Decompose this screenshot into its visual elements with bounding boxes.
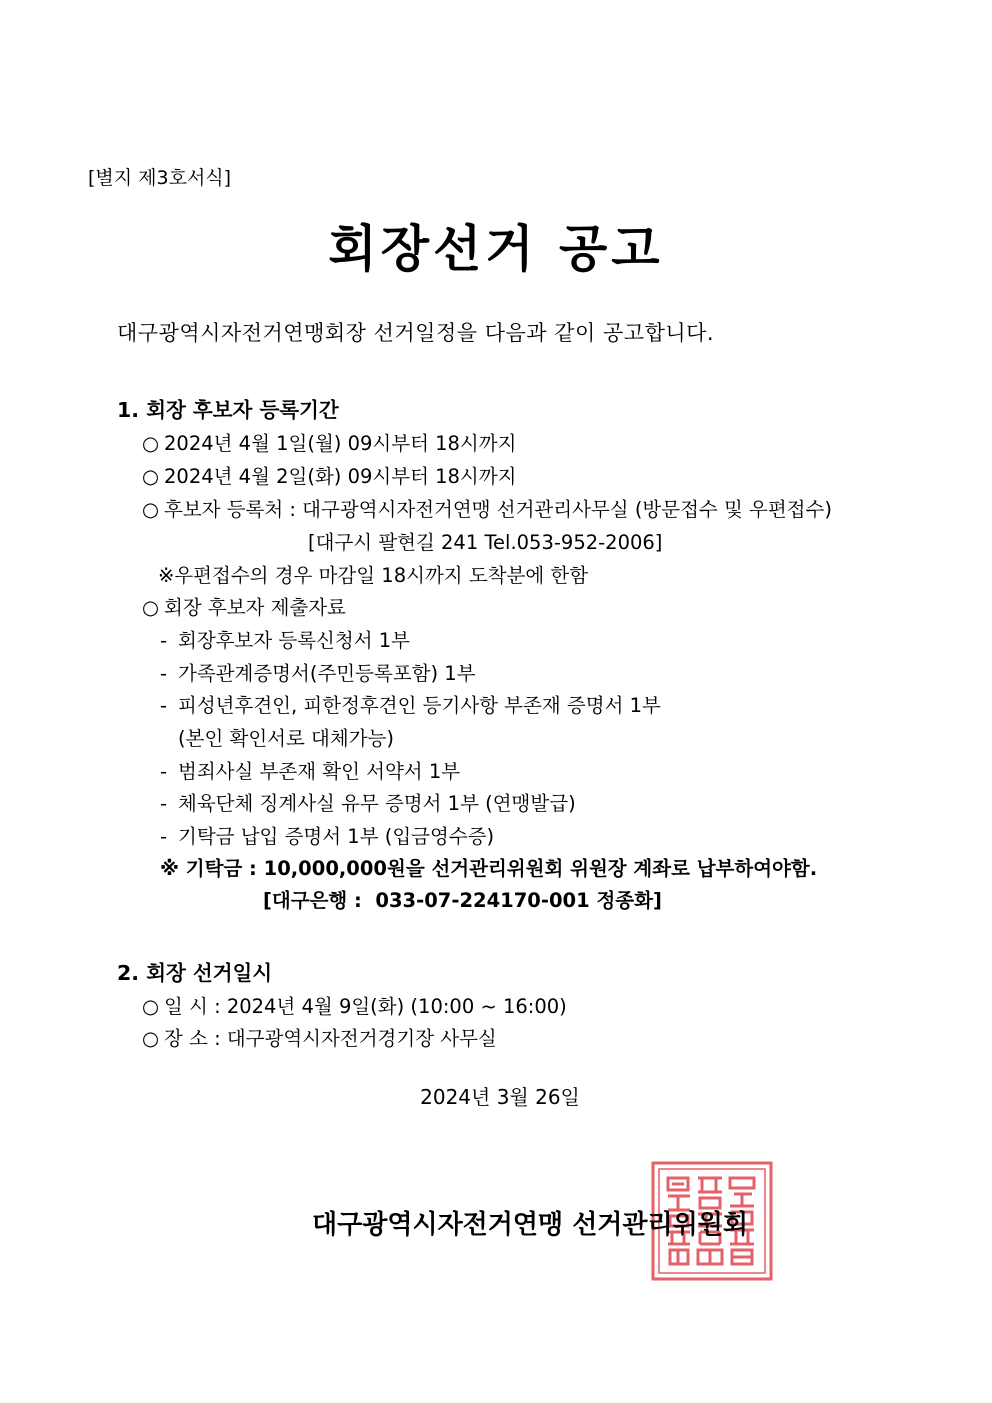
period1-text: 2024년 4월 1일(월) 09시부터 18시까지 xyxy=(164,432,517,455)
doc-item-text: 회장후보자 등록신청서 1부 xyxy=(178,629,411,652)
notice-date: 2024년 3월 26일 xyxy=(420,1085,580,1109)
doc-item-note: (본인 확인서로 대체가능) xyxy=(178,727,394,750)
doc-item xyxy=(160,696,661,716)
bank-account: [대구은행 : 033-07-224170-001 정종화] xyxy=(263,889,662,912)
organization-name: 대구광역시자전거연맹 선거관리위원회 xyxy=(311,1210,749,1240)
doc-item-text: 범죄사실 부존재 확인 서약서 1부 xyxy=(178,760,461,783)
docs-heading-line xyxy=(142,598,346,618)
doc-item xyxy=(160,794,576,814)
doc-item xyxy=(160,827,494,847)
dash-marker: - xyxy=(160,662,168,685)
section2-heading: 2. 회장 선거일시 xyxy=(117,961,273,985)
page-title: 회장선거 공고 xyxy=(328,220,664,278)
register-place-text: 후보자 등록처 : 대구광역시자전거연맹 선거관리사무실 (방문접수 및 우편접수) xyxy=(164,498,832,521)
bullet-icon: ○ xyxy=(142,465,160,488)
doc-item xyxy=(160,762,460,782)
bullet-icon: ○ xyxy=(142,596,160,619)
dash-marker: - xyxy=(160,825,168,848)
period1-line xyxy=(142,434,516,454)
bullet-icon: ○ xyxy=(142,498,160,521)
section1-heading: 1. 회장 후보자 등록기간 xyxy=(117,398,339,422)
doc-item xyxy=(160,664,476,684)
bullet-icon: ○ xyxy=(142,995,160,1018)
address-text: [대구시 팔현길 241 Tel.053-952-2006] xyxy=(308,531,663,554)
election-datetime-text: 일 시 : 2024년 4월 9일(화) (10:00 ~ 16:00) xyxy=(164,995,567,1018)
dash-marker: - xyxy=(160,760,168,783)
bullet-icon: ○ xyxy=(142,432,160,455)
period2-text: 2024년 4월 2일(화) 09시부터 18시까지 xyxy=(164,465,517,488)
doc-item xyxy=(160,631,410,651)
bullet-icon: ○ xyxy=(142,1027,160,1050)
election-datetime-line xyxy=(142,997,567,1017)
deposit-note: ※ 기탁금 : 10,000,000원을 선거관리위원회 위원장 계좌로 납부하여야함. xyxy=(160,857,818,880)
doc-item-text: 가족관계증명서(주민등록포함) 1부 xyxy=(178,662,476,685)
period2-line xyxy=(142,467,516,487)
dash-marker: - xyxy=(160,792,168,815)
mail-note: ※우편접수의 경우 마감일 18시까지 도착분에 한함 xyxy=(158,564,589,587)
register-place-line xyxy=(142,500,832,520)
dash-marker: - xyxy=(160,694,168,717)
docs-heading-text: 회장 후보자 제출자료 xyxy=(164,596,346,619)
intro-text: 대구광역시자전거연맹회장 선거일정을 다음과 같이 공고합니다. xyxy=(117,321,715,345)
dash-marker: - xyxy=(160,629,168,652)
doc-item-text: 피성년후견인, 피한정후견인 등기사항 부존재 증명서 1부 xyxy=(178,694,661,717)
election-location-line xyxy=(142,1029,497,1049)
election-location-text: 장 소 : 대구광역시자전거경기장 사무실 xyxy=(164,1027,497,1050)
doc-item-text: 체육단체 징계사실 유무 증명서 1부 (연맹발급) xyxy=(178,792,576,815)
form-label: [별지 제3호서식] xyxy=(88,167,232,189)
doc-item-text: 기탁금 납입 증명서 1부 (입금영수증) xyxy=(178,825,495,848)
